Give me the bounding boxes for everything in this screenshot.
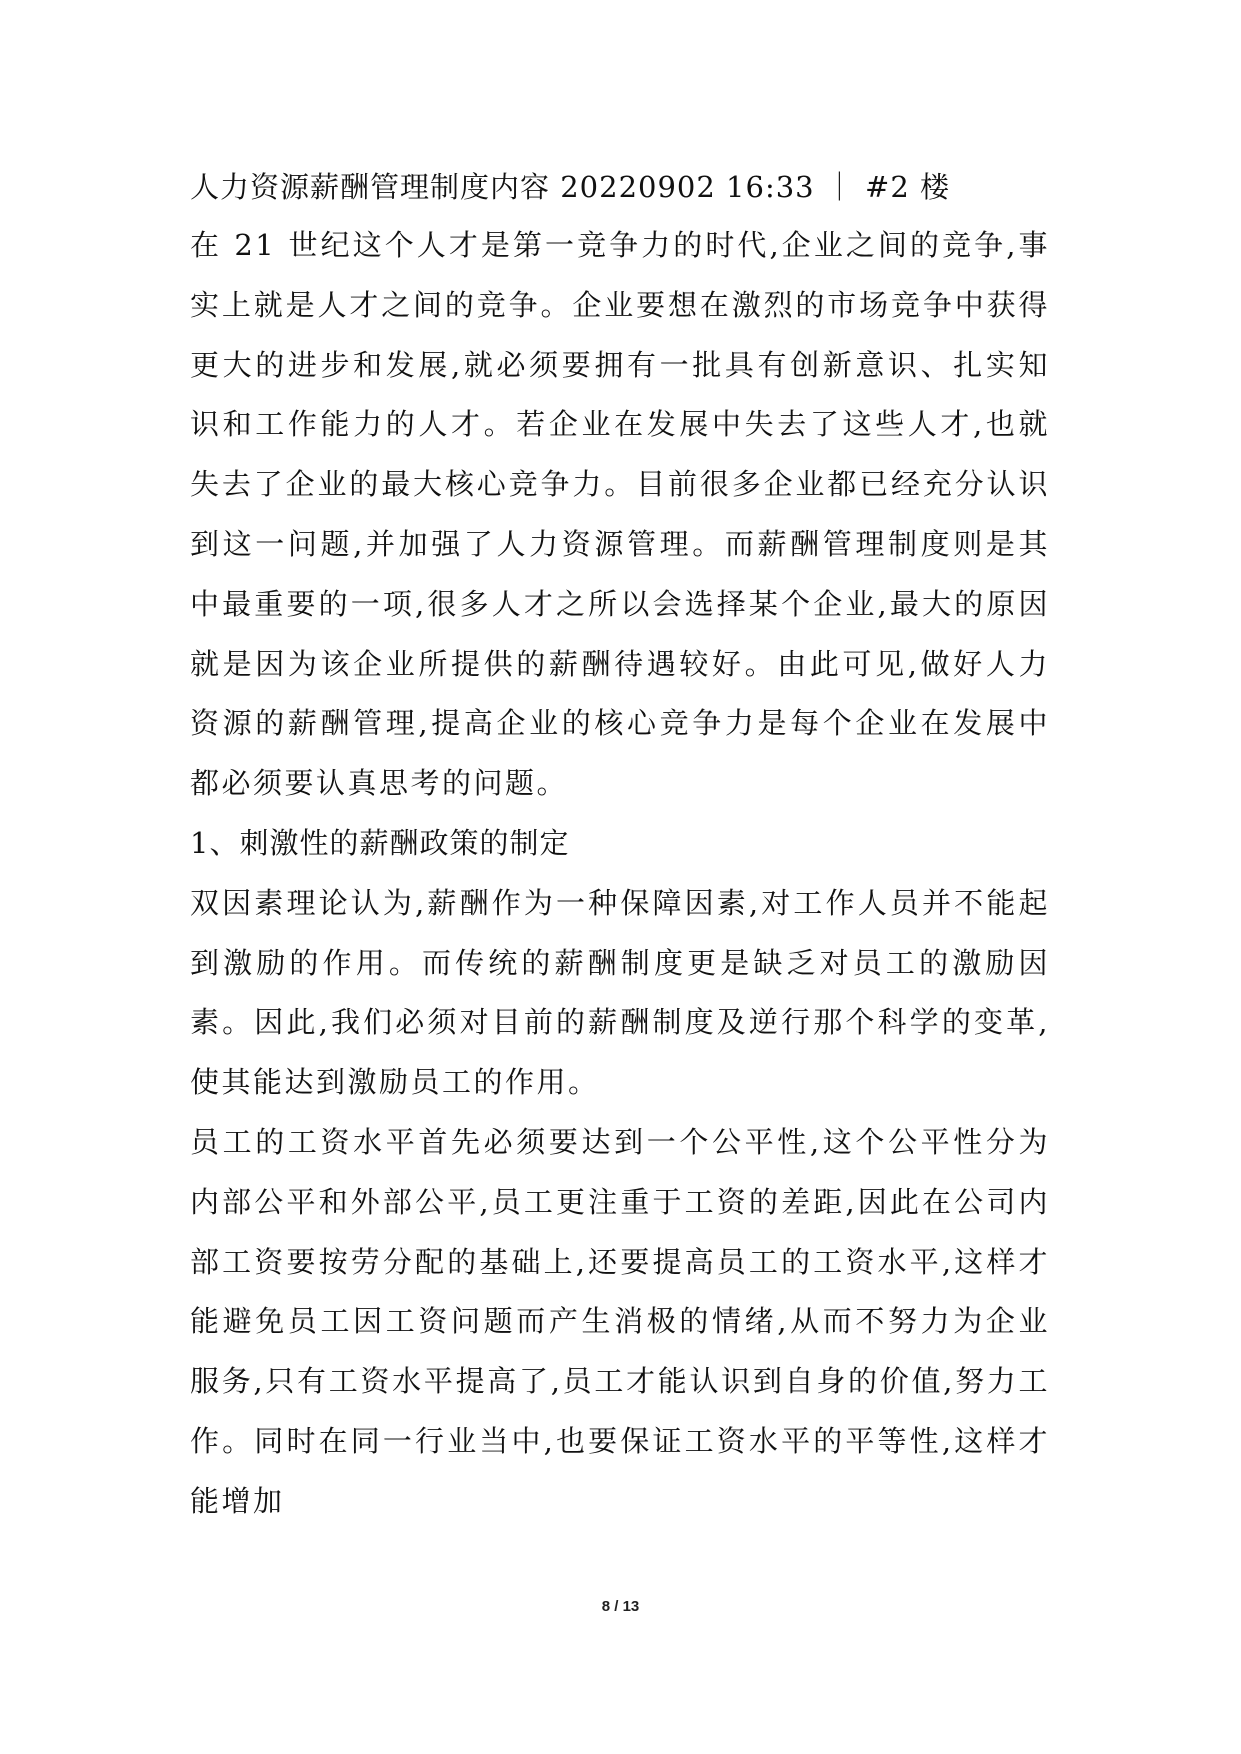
paragraph-wage-level: 员工的工资水平首先必须要达到一个公平性,这个公平性分为内部公平和外部公平,员工更注重于工资的差距,因此在公司内部工资要按劳分配的基础上,还要提高员工的工资水平,这样才能避免员工因工资问题而产生消极的情绪,从而不努力为企业服务,只有工资水平提高了,员工才能认识到自身的价值,努力工作。同时在同一行业当中,也要保证工资水平的平等性,这样才能增加 bbox=[190, 1124, 1050, 1518]
document-content bbox=[190, 158, 1050, 1532]
paragraph-two-factor: 双因素理论认为,薪酬作为一种保障因素,对工作人员并不能起到激励的作用。而传统的薪酬制度更是缺乏对员工的激励因素。因此,我们必须对目前的薪酬制度及逆行那个科学的变革,使其能达到激励员工的作用。 bbox=[190, 885, 1050, 1100]
post-header: 人力资源薪酬管理制度内容 20220902 16:33 ｜ #2 楼 bbox=[190, 170, 951, 204]
page-number: 8 / 13 bbox=[601, 1598, 640, 1615]
paragraph-intro: 在 21 世纪这个人才是第一竞争力的时代,企业之间的竞争,事实上就是人才之间的竞争。企业要想在激烈的市场竞争中获得更大的进步和发展,就必须要拥有一批具有创新意识、扎实知识和工作能力的人才。若企业在发展中失去了这些人才,也就失去了企业的最大核心竞争力。目前很多企业都已经充分认识到这一问题,并加强了人力资源管理。而薪酬管理制度则是其中最重要的一项,很多人才之所以会选择某个企业,最大的原因就是因为该企业所提供的薪酬待遇较好。由此可见,做好人力资源的薪酬管理,提高企业的核心竞争力是每个企业在发展中都必须要认真思考的问题。 bbox=[190, 228, 1050, 801]
section-heading: 1、刺激性的薪酬政策的制定 bbox=[190, 825, 570, 860]
